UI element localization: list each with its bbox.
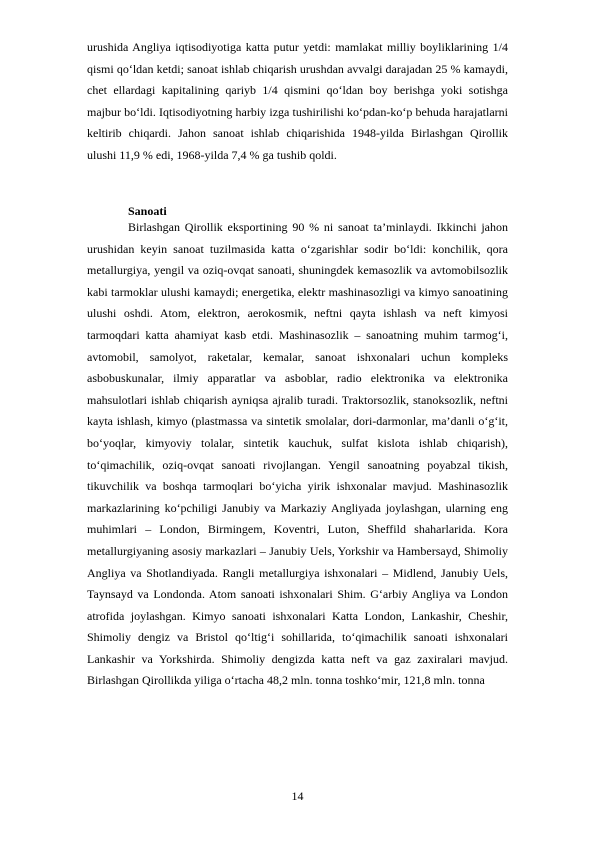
main-text-block <box>87 217 508 692</box>
intro-paragraph: urushida Angliya iqtisodiyotiga katta putur yetdi: mamlakat milliy boyliklarining 1/4 qismi qo‘ldan ketdi; sanoat ishlab chiqarish urushdan avvalgi darajadan 25 % kamaydi, chet ellardagi kapitalining qariyb 1/4 qismini qo‘ldan boy berishga yoki sotishga majbur bo‘ldi. Iqtisodiyotning harbiy izga tushirilishi ko‘pdan-ko‘p behuda harajatlarni keltirib chiqardi. Jahon sanoat ishlab chiqarishida 1948-yilda Birlashgan Qirollik ulushi 11,9 % edi, 1968-yilda 7,4 % ga tushib qoldi. <box>87 40 508 162</box>
intro-text-block <box>87 37 508 167</box>
section-heading: Sanoati <box>128 204 167 218</box>
page-number: 14 <box>291 789 304 803</box>
main-paragraph: Birlashgan Qirollik eksportining 90 % ni sanoat ta’minlaydi. Ikkinchi jahon urushidan keyin sanoat tuzilmasida katta o‘zgarishlar sodir bo‘ldi: konchilik, qora metallurgiya, yengil va oziq-ovqat sanoati, shuningdek kemasozlik va avtomobilsozlik kabi tarmoklar ulushi kamaydi; energetika, elektr mashinasozligi va kimyo sanoatining ulushi oshdi. Atom, elektron, aerokosmik, neftni qayta ishlash va neft kimyosi tarmoqdari katta ahamiyat kasb etdi. Mashinasozlik – sanoatning muhim tarmog‘i, avtomobil, samolyot, raketalar, kemalar, sanoat ishxonalari uchun kompleks asbobuskunalar, ilmiy apparatlar va asboblar, radio elektronika va elektronika mahsulotlari ishlab chiqarish ayniqsa ajralib turadi. Traktorsozlik, stanoksozlik, neftni kayta ishlash, kimyo (plastmassa va sintetik smolalar, dori-darmonlar, ma’danli o‘g‘it, bo‘yoqlar, kimyoviy tolalar, sintetik kauchuk, sulfat kislota ishlab chiqarish), to‘qimachilik, oziq-ovqat sanoati rivojlangan. Yengil sanoatning poyabzal tikish, tikuvchilik va boshqa tarmoqlari bo‘yicha yirik ishxonalar mavjud. Mashinasozlik markazlarining ko‘pchiligi Janubiy va Markaziy Angliyada joylashgan, ularning eng muhimlari – London, Birmingem, Koventri, Luton, Sheffild shaharlarida. Kora metallurgiyaning asosiy markazlari – Janubiy Uels, Yorkshir va Hambersayd, Shimoliy Angliya va Shotlandiyada. Rangli metallurgiya ishxonalari – Midlend, Janubiy Uels, Taynsayd va Londonda. Atom sanoati ishxonalari Shim. G‘arbiy Angliya va London atrofida joylashgan. Kimyo sanoati ishxonalari Katta London, Lankashir, Cheshir, Shimoliy dengiz va Bristol qo‘ltig‘i sohillarida, to‘qimachilik sanoati ishxonalari Lankashir va Yorkshirda. Shimoliy dengizda katta neft va gaz zaxiralari mavjud. Birlashgan Qirollikda yiliga o‘rtacha 48,2 mln. tonna toshko‘mir, 121,8 mln. tonna <box>87 220 508 688</box>
